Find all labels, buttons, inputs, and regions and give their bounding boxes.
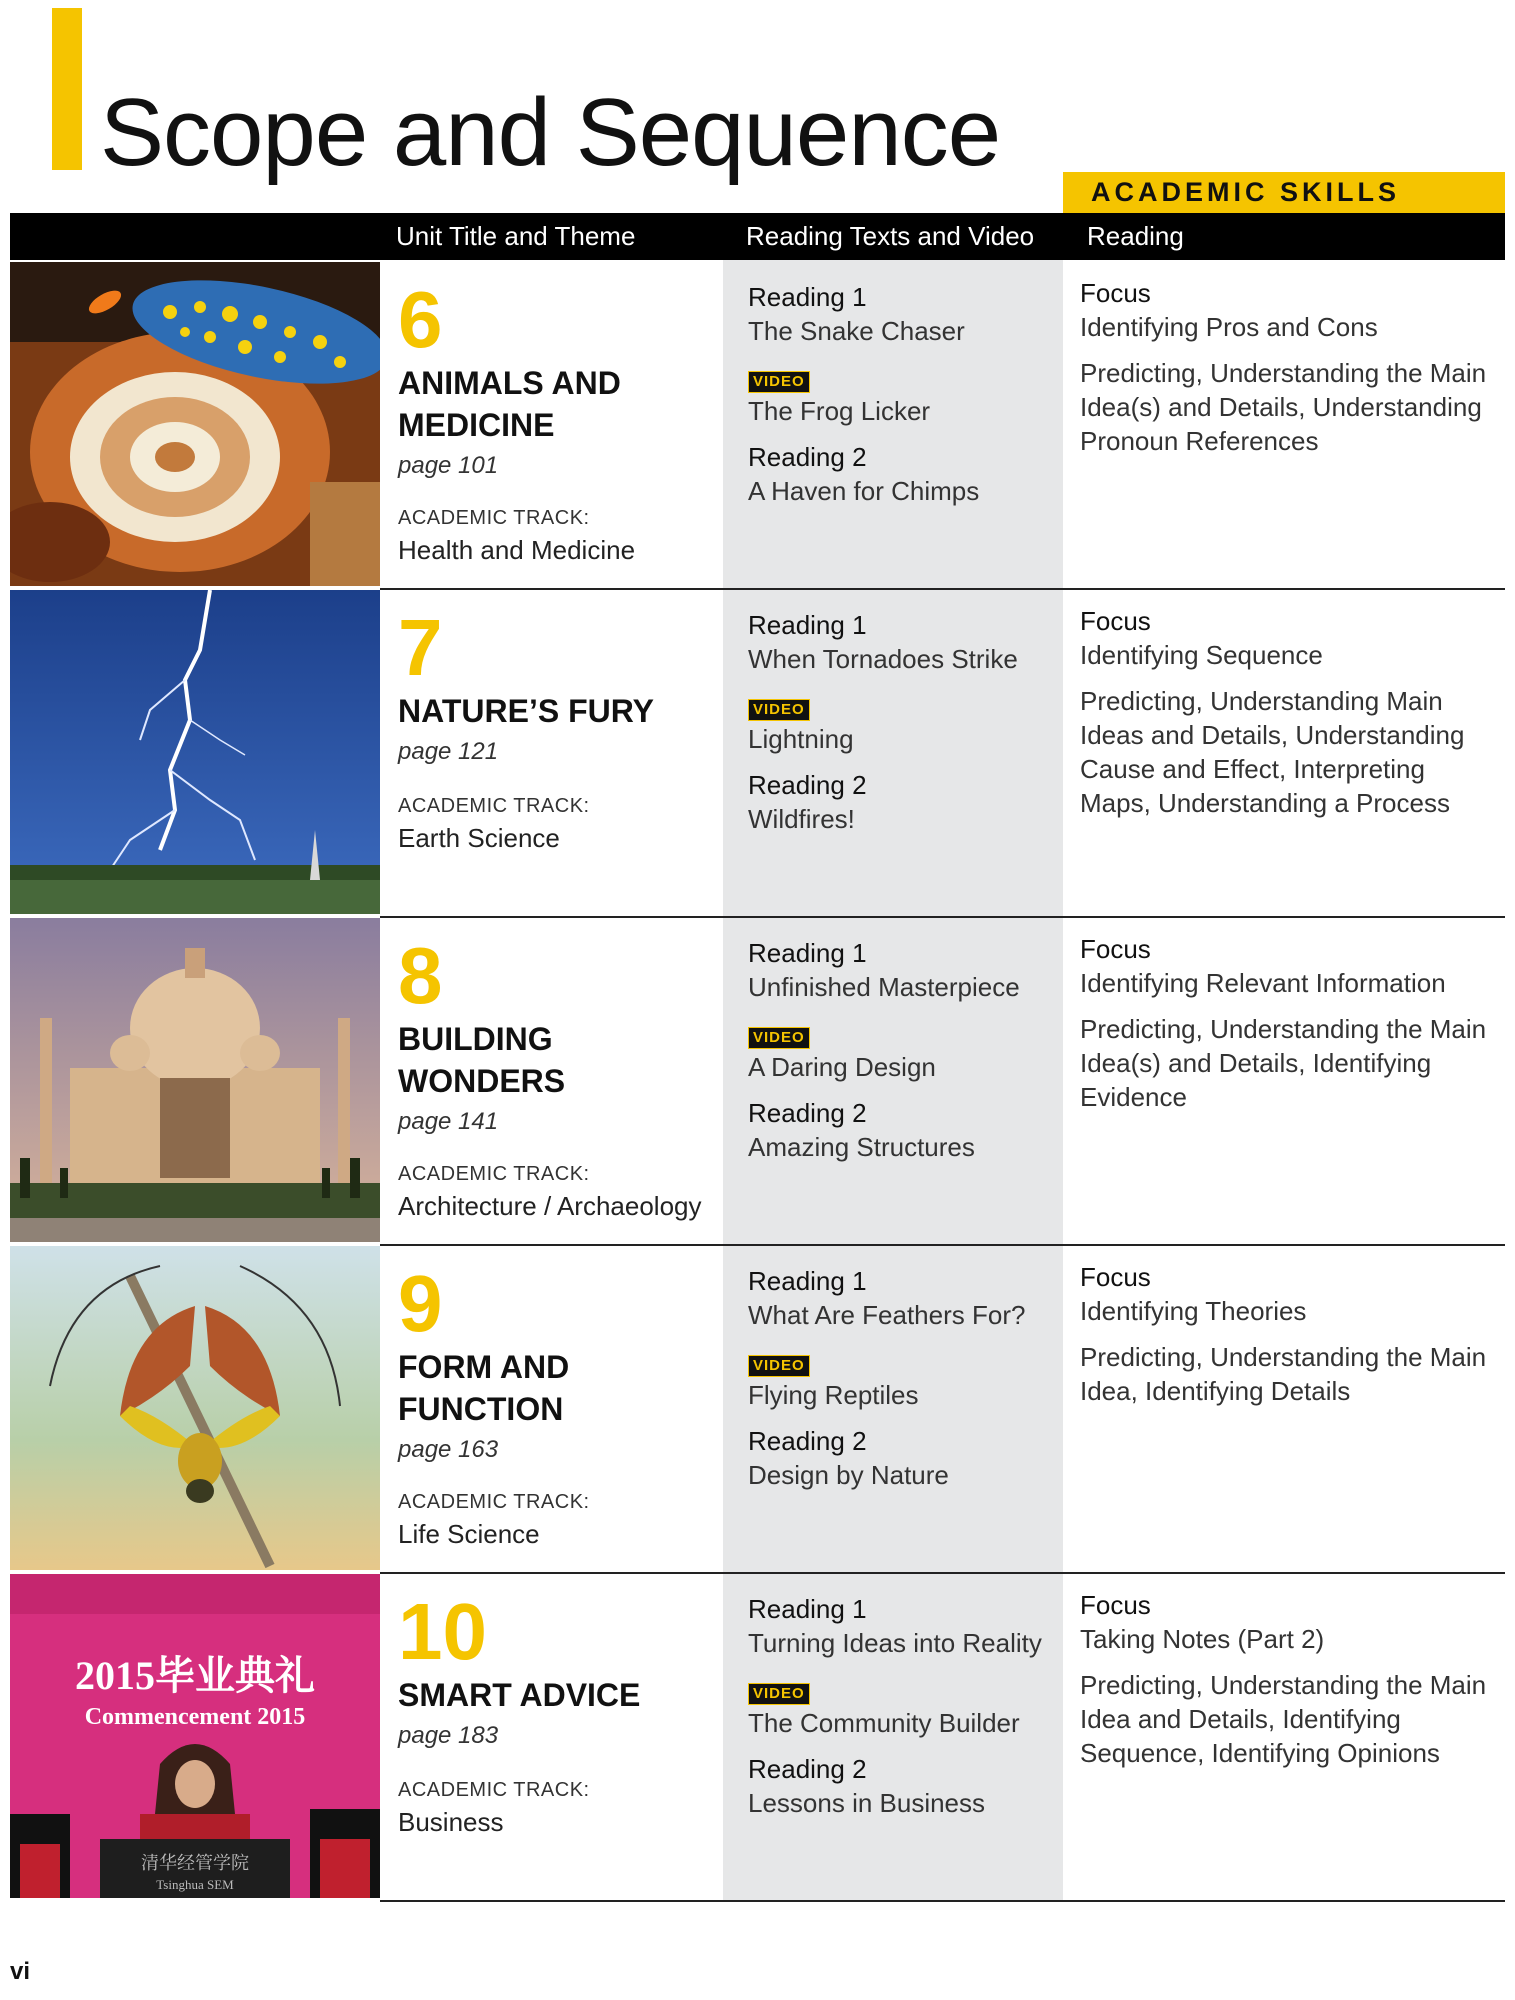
video-title: A Daring Design <box>748 1052 936 1082</box>
banner-subtitle-text: Commencement 2015 <box>84 1704 306 1730</box>
video-title: The Frog Licker <box>748 396 931 426</box>
unit-number: 10 <box>398 1587 487 1676</box>
sea-slug-photo <box>10 262 380 586</box>
focus-skill: Identifying Sequence <box>1080 640 1323 670</box>
video-title: Flying Reptiles <box>748 1380 919 1410</box>
podium-subtext: Tsinghua SEM <box>156 1877 234 1892</box>
academic-track-label: ACADEMIC TRACK: <box>398 507 590 529</box>
academic-track-label: ACADEMIC TRACK: <box>398 1491 590 1513</box>
video-title: The Community Builder <box>748 1708 1020 1738</box>
video-badge: VIDEO <box>748 371 810 393</box>
reading-skills <box>1080 276 1500 458</box>
page-number: vi <box>10 1958 31 1985</box>
academic-track: Business <box>398 1807 504 1837</box>
unit-row <box>10 1574 1505 1902</box>
video-badge: VIDEO <box>748 699 810 721</box>
header-reading: Reading <box>1087 221 1184 251</box>
unit-title: BUILDING WONDERS <box>398 1021 566 1099</box>
focus-label: Focus <box>1080 1590 1151 1620</box>
unit-row <box>10 590 1505 918</box>
reading-skills-list: Predicting, Understanding Main Ideas and Details, Understanding Cause and Effect, Interpreting Maps, Understanding a Process <box>1080 686 1465 818</box>
header-unit-title: Unit Title and Theme <box>396 221 636 251</box>
unit-title: FORM AND FUNCTION <box>398 1349 570 1427</box>
unit-number: 7 <box>398 603 443 692</box>
unit-page-link[interactable]: page 163 <box>398 1436 499 1463</box>
video-title: Lightning <box>748 724 854 754</box>
lightning-photo <box>10 590 380 914</box>
reading1-label: Reading 1 <box>748 1594 867 1624</box>
reading2-label: Reading 2 <box>748 1098 867 1128</box>
banner-title-text: 2015毕业典礼 <box>75 1653 315 1698</box>
focus-skill: Identifying Relevant Information <box>1080 968 1446 998</box>
unit-row <box>10 1246 1505 1574</box>
reading1-label: Reading 1 <box>748 938 867 968</box>
reading2-title: A Haven for Chimps <box>748 476 980 506</box>
reading2-label: Reading 2 <box>748 442 867 472</box>
reading1-title: The Snake Chaser <box>748 316 965 346</box>
unit-page-link[interactable]: page 183 <box>398 1722 499 1749</box>
academic-track: Health and Medicine <box>398 535 636 565</box>
unit-page-link[interactable]: page 121 <box>398 738 499 765</box>
academic-track: Earth Science <box>398 823 560 853</box>
unit-number: 9 <box>398 1259 443 1348</box>
reading-texts <box>748 936 1068 1176</box>
reading-skills-list: Predicting, Understanding the Main Idea, Identifying Details <box>1080 1342 1487 1406</box>
reading-texts <box>748 1264 1068 1504</box>
reading1-label: Reading 1 <box>748 282 867 312</box>
table-header <box>10 213 1505 260</box>
reading2-label: Reading 2 <box>748 1426 867 1456</box>
reading-texts <box>748 280 1068 520</box>
academic-track-label: ACADEMIC TRACK: <box>398 1779 590 1801</box>
focus-skill: Identifying Pros and Cons <box>1080 312 1378 342</box>
unit-page-link[interactable]: page 141 <box>398 1108 499 1135</box>
title-accent-bar <box>52 8 82 170</box>
reading-skills-list: Predicting, Understanding the Main Idea(s) and Details, Identifying Evidence <box>1080 1014 1487 1112</box>
bird-of-paradise-photo <box>10 1246 380 1570</box>
focus-skill: Taking Notes (Part 2) <box>1080 1624 1325 1654</box>
reading2-label: Reading 2 <box>748 770 867 800</box>
focus-label: Focus <box>1080 934 1151 964</box>
podium-text: 清华经管学院 <box>141 1853 249 1873</box>
reading-skills-list: Predicting, Understanding the Main Idea and Details, Identifying Sequence, Identifying Opinions <box>1080 1670 1487 1768</box>
reading2-title: Lessons in Business <box>748 1788 986 1818</box>
focus-label: Focus <box>1080 1262 1151 1292</box>
unit-title: ANIMALS AND MEDICINE <box>398 365 621 443</box>
reading1-title: When Tornadoes Strike <box>748 644 1018 674</box>
reading1-title: Unfinished Masterpiece <box>748 972 1020 1002</box>
reading1-title: What Are Feathers For? <box>748 1300 1026 1330</box>
unit-title: SMART ADVICE <box>398 1677 641 1713</box>
unit-number: 6 <box>398 275 443 364</box>
video-badge: VIDEO <box>748 1027 810 1049</box>
reading-skills <box>1080 604 1500 820</box>
reading-skills <box>1080 932 1500 1114</box>
commencement-photo <box>10 1574 380 1898</box>
reading1-label: Reading 1 <box>748 1266 867 1296</box>
academic-track-label: ACADEMIC TRACK: <box>398 795 590 817</box>
reading2-label: Reading 2 <box>748 1754 867 1784</box>
video-badge: VIDEO <box>748 1683 810 1705</box>
video-badge: VIDEO <box>748 1355 810 1377</box>
row-divider <box>380 1900 1505 1902</box>
reading2-title: Amazing Structures <box>748 1132 975 1162</box>
reading2-title: Wildfires! <box>748 804 855 834</box>
reading-skills <box>1080 1260 1500 1408</box>
reading-skills-list: Predicting, Understanding the Main Idea(s) and Details, Understanding Pronoun References <box>1080 358 1487 456</box>
academic-track-label: ACADEMIC TRACK: <box>398 1163 590 1185</box>
reading-skills <box>1080 1588 1500 1770</box>
unit-row <box>10 918 1505 1246</box>
unit-page-link[interactable]: page 101 <box>398 452 499 479</box>
reading1-label: Reading 1 <box>748 610 867 640</box>
page-title: Scope and Sequence <box>100 79 1001 186</box>
unit-title: NATURE’S FURY <box>398 693 654 729</box>
reading-texts <box>748 1592 1068 1832</box>
academic-skills-band: ACADEMIC SKILLS <box>1063 172 1505 213</box>
focus-label: Focus <box>1080 278 1151 308</box>
focus-label: Focus <box>1080 606 1151 636</box>
academic-track: Architecture / Archaeology <box>398 1191 702 1221</box>
taj-mahal-photo <box>10 918 380 1242</box>
reading2-title: Design by Nature <box>748 1460 949 1490</box>
academic-track: Life Science <box>398 1519 540 1549</box>
reading-texts <box>748 608 1068 848</box>
focus-skill: Identifying Theories <box>1080 1296 1307 1326</box>
unit-number: 8 <box>398 931 443 1020</box>
unit-row <box>10 262 1505 590</box>
header-reading-texts: Reading Texts and Video <box>746 221 1035 251</box>
reading1-title: Turning Ideas into Reality <box>748 1628 1042 1658</box>
